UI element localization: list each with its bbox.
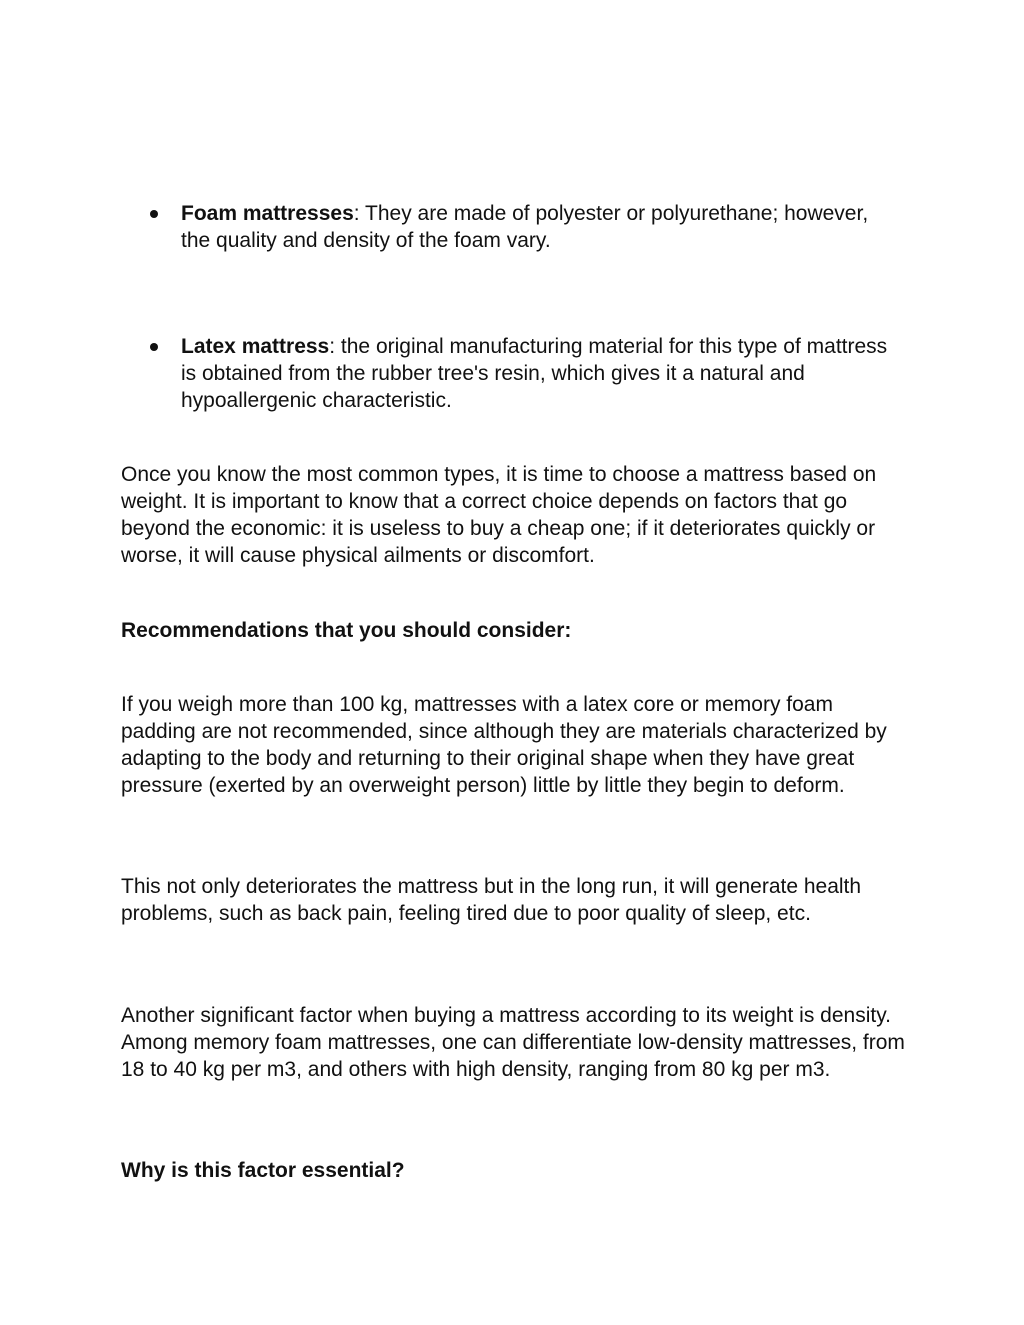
heading-recommendations: Recommendations that you should consider: [121, 619, 572, 642]
paragraph-density: Another significant factor when buying a mattress according to its weight is density. Among memory foam mattresses, one can differentiate low-density mattresses, from 18 to 40 kg per m3, and others with high density, ranging from 80 kg per m3. [121, 1004, 905, 1081]
bullet-item-latex [181, 333, 901, 414]
paragraph-intro: Once you know the most common types, it is time to choose a mattress based on weight. It is important to know that a correct choice depends on factors that go beyond the economic: it is useless to buy a cheap one; if it deteriorates quickly or worse, it will cause physical ailments or discomfort. [121, 463, 877, 567]
bullet-item-foam [181, 200, 901, 254]
bullet-text-latex: : the original manufacturing material for this type of mattress is obtained from the rubber tree's resin, which gives it a natural and hypoallergenic characteristic. [181, 335, 888, 412]
bullet-term-latex: Latex mattress [181, 335, 330, 358]
heading-why: Why is this factor essential? [121, 1159, 405, 1182]
bullet-term-foam: Foam mattresses [181, 202, 354, 225]
paragraph-health: This not only deteriorates the mattress but in the long run, it will generate health problems, such as back pain, feeling tired due to poor quality of sleep, etc. [121, 875, 862, 925]
paragraph-weight: If you weigh more than 100 kg, mattresses with a latex core or memory foam padding are not recommended, since although they are materials characterized by adapting to the body and returning to their original shape when they have great pressure (exerted by an overweight person) little by little they begin to deform. [121, 693, 887, 797]
bullet-text-foam: : They are made of polyester or polyurethane; however, the quality and density of the foam vary. [181, 202, 869, 252]
bullet-marker-latex [150, 343, 158, 351]
bullet-marker-foam [150, 210, 158, 218]
